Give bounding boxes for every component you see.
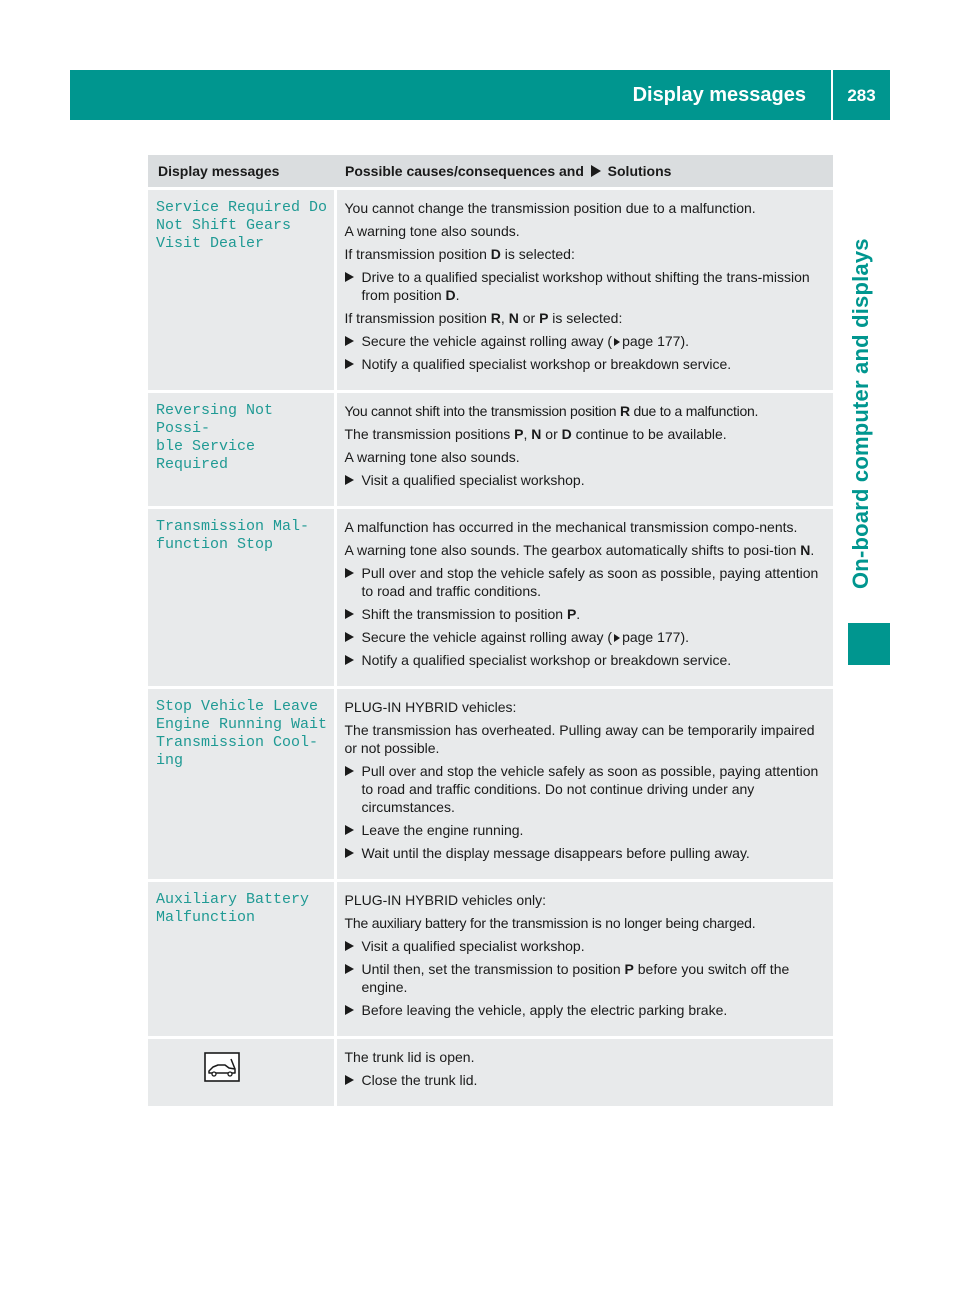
paragraph: [345, 309, 828, 327]
text: Close the trunk lid.: [361, 1072, 478, 1088]
text: .: [810, 542, 815, 558]
text: Wait until the display message disappears before pulling away.: [361, 845, 750, 861]
display-message: Transmission Mal- function Stop: [156, 518, 310, 553]
action-step: [345, 960, 828, 996]
paragraph: [345, 425, 828, 443]
table-row: [148, 392, 833, 508]
trunk-open-icon: [204, 1052, 240, 1082]
text: is selected:: [548, 310, 623, 326]
section-tab-marker: [848, 623, 890, 665]
display-message: Service Required Do Not Shift Gears Visit Dealer: [156, 199, 328, 252]
paragraph: The trunk lid is open.: [344, 1049, 475, 1065]
text: continue to be available.: [571, 426, 727, 442]
gear-position: D: [490, 246, 501, 262]
message-cell: [148, 688, 335, 881]
step-arrow-icon: [345, 1005, 354, 1015]
action-step: [345, 844, 828, 862]
paragraph: You cannot change the transmission position due to a malfunction.: [344, 200, 756, 216]
step-arrow-icon: [345, 475, 354, 485]
page-reference-icon: [614, 634, 620, 642]
text: Until then, set the transmission to position: [361, 961, 625, 977]
table-row: [148, 508, 833, 688]
step-arrow-icon: [345, 336, 354, 346]
page-reference-link[interactable]: page 177).: [622, 629, 690, 645]
display-message: Reversing Not Possi- ble Service Required: [156, 402, 274, 473]
text: If transmission position: [344, 246, 491, 262]
table-row: [148, 881, 833, 1038]
gear-position: N: [508, 310, 519, 326]
text: ,: [523, 426, 532, 442]
solution-cell: [335, 881, 833, 1038]
gear-position: R: [490, 310, 501, 326]
paragraph: A malfunction has occurred in the mechanical transmission compo-nents.: [344, 519, 798, 535]
text: Leave the engine running.: [361, 822, 524, 838]
table-row: [148, 1038, 833, 1108]
text: A warning tone also sounds. The gearbox automatically shifts to posi-tion: [344, 542, 801, 558]
action-step: [345, 268, 828, 304]
paragraph: The transmission has overheated. Pulling away can be temporarily impaired or not possible.: [344, 722, 815, 756]
paragraph: PLUG-IN HYBRID vehicles:: [344, 699, 517, 715]
col-header-messages: Display messages: [148, 155, 335, 189]
paragraph: PLUG-IN HYBRID vehicles only:: [344, 892, 547, 908]
message-cell: [148, 189, 335, 392]
gear-position: N: [800, 542, 811, 558]
solution-cell: [335, 508, 833, 688]
table-header-row: [148, 155, 833, 189]
text: The transmission positions: [344, 426, 515, 442]
section-tab-label: On-board computer and displays: [848, 238, 873, 590]
solution-cell: [335, 189, 833, 392]
action-step: [345, 628, 828, 646]
action-step: [345, 1071, 828, 1089]
action-step: [345, 332, 828, 350]
action-step: [345, 605, 828, 623]
step-arrow-icon: [345, 632, 354, 642]
paragraph: [345, 245, 828, 263]
step-arrow-icon: [345, 825, 354, 835]
step-arrow-icon: [345, 655, 354, 665]
gear-position: D: [561, 426, 572, 442]
paragraph: The auxiliary battery for the transmission is no longer being charged.: [344, 915, 756, 931]
text: Secure the vehicle against rolling away (: [361, 333, 613, 349]
paragraph: A warning tone also sounds.: [344, 223, 520, 239]
text: Drive to a qualified specialist workshop without shifting the trans-mission from position: [361, 269, 810, 303]
gear-position: P: [624, 961, 634, 977]
action-step: [345, 651, 828, 669]
gear-position: N: [531, 426, 542, 442]
display-messages-table: [148, 155, 833, 1109]
step-arrow-icon: [345, 1075, 354, 1085]
gear-position: P: [514, 426, 524, 442]
text: or: [518, 310, 540, 326]
text: .: [455, 287, 460, 303]
paragraph: A warning tone also sounds.: [344, 449, 520, 465]
message-cell: [148, 392, 335, 508]
step-arrow-icon: [345, 568, 354, 578]
text: If transmission position: [344, 310, 491, 326]
action-step: [345, 355, 828, 373]
solution-cell: [335, 392, 833, 508]
text: due to a malfunction.: [629, 403, 759, 419]
step-arrow-icon: [345, 359, 354, 369]
col-header-causes: [335, 155, 833, 189]
text: Before leaving the vehicle, apply the electric parking brake.: [361, 1002, 728, 1018]
header-title: Display messages: [632, 84, 806, 106]
col-header-solutions-text: Solutions: [607, 163, 672, 179]
text: ,: [500, 310, 509, 326]
text: Pull over and stop the vehicle safely as soon as possible, paying attention to road and traffic conditions. Do not continue driving under any circumstances.: [361, 763, 819, 815]
page-reference-link[interactable]: page 177).: [622, 333, 690, 349]
message-cell: [148, 881, 335, 1038]
message-cell: [148, 508, 335, 688]
page-header: [70, 70, 890, 120]
text: You cannot shift into the transmission position: [344, 403, 620, 419]
text: Secure the vehicle against rolling away (: [361, 629, 613, 645]
step-arrow-icon: [345, 941, 354, 951]
text: is selected:: [500, 246, 575, 262]
text: Notify a qualified specialist workshop or breakdown service.: [361, 356, 732, 372]
page-reference-icon: [614, 338, 620, 346]
text: before you switch off the engine.: [361, 961, 790, 995]
step-arrow-icon: [345, 609, 354, 619]
gear-position: R: [619, 403, 630, 419]
gear-position: D: [445, 287, 456, 303]
text: Pull over and stop the vehicle safely as soon as possible, paying attention to road and traffic conditions.: [361, 565, 819, 599]
paragraph: [345, 402, 828, 420]
text: .: [576, 606, 581, 622]
table-row: [148, 688, 833, 881]
text: Visit a qualified specialist workshop.: [361, 938, 585, 954]
solution-arrow-icon: [591, 165, 601, 177]
message-cell: [148, 1038, 335, 1108]
table-row: [148, 189, 833, 392]
gear-position: P: [539, 310, 549, 326]
gear-position: P: [566, 606, 577, 622]
text: Notify a qualified specialist workshop or breakdown service.: [361, 652, 732, 668]
action-step: [345, 564, 828, 600]
display-message: Stop Vehicle Leave Engine Running Wait Transmission Cool- ing: [156, 698, 328, 769]
solution-cell: [335, 1038, 833, 1108]
action-step: [345, 821, 828, 839]
step-arrow-icon: [345, 848, 354, 858]
paragraph: [345, 541, 828, 559]
display-message: Auxiliary Battery Malfunction: [156, 891, 310, 926]
text: Visit a qualified specialist workshop.: [361, 472, 585, 488]
action-step: [345, 1001, 828, 1019]
col-header-causes-text: Possible causes/consequences and: [345, 163, 584, 179]
text: Shift the transmission to position: [361, 606, 567, 622]
solution-cell: [335, 688, 833, 881]
step-arrow-icon: [345, 964, 354, 974]
step-arrow-icon: [345, 272, 354, 282]
page-number: 283: [847, 86, 876, 105]
step-arrow-icon: [345, 766, 354, 776]
text: or: [541, 426, 562, 442]
action-step: [345, 762, 828, 816]
action-step: [345, 937, 828, 955]
action-step: [345, 471, 828, 489]
